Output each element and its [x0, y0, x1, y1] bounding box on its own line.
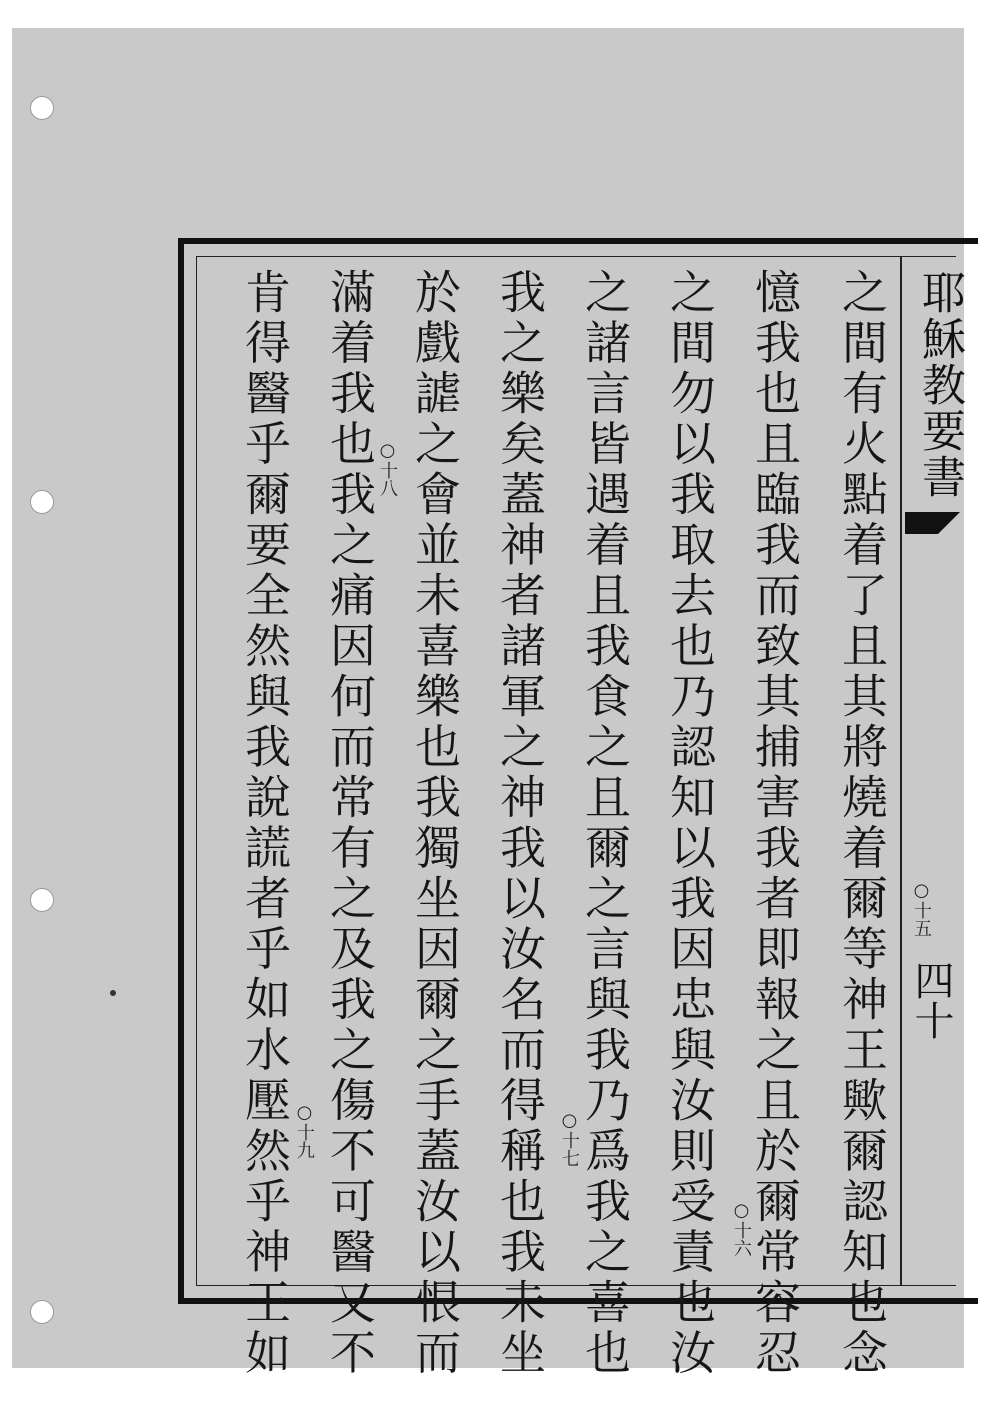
binder-hole-4 — [30, 1300, 54, 1324]
text-column-4: 之諸言皆遇着且我食之且爾之言與我乃爲我之喜也 — [578, 268, 632, 1379]
text-column-2: 憶我也且臨我而致其捕害我者即報之且於爾常容忍 — [748, 268, 802, 1379]
verse-marker: ○十六 — [731, 1200, 752, 1257]
speck — [110, 990, 116, 996]
text-column-1: 之間有火點着了且其將燒着爾等神王歟爾認知也念 — [835, 268, 889, 1379]
verse-marker: ○十八 — [377, 440, 398, 497]
text-column-6: 於戲謔之會並未喜樂也我獨坐因爾之手蓋汝以恨而 — [408, 268, 462, 1379]
binder-hole-2 — [30, 490, 54, 514]
binder-hole-3 — [30, 888, 54, 912]
text-column-3: 之間勿以我取去也乃認知以我因忠與汝則受責也汝 — [663, 268, 717, 1379]
page-number: 四十 — [908, 960, 954, 1040]
verse-marker: ○十七 — [559, 1110, 580, 1167]
verse-marker: ○十五 — [911, 880, 932, 937]
text-column-8: 肯得醫乎爾要全然與我說謊者乎如水壓然乎神王如 — [238, 268, 292, 1379]
book-title: 耶穌教要書 — [914, 270, 965, 500]
text-column-7: 滿着我也我之痛因何而常有之及我之傷不可醫又不 — [323, 268, 377, 1379]
text-column-5: 我之樂矣蓋神者諸軍之神我以汝名而得稱也我未坐 — [493, 268, 547, 1379]
binder-hole-1 — [30, 96, 54, 120]
verse-marker: ○十九 — [294, 1102, 315, 1159]
